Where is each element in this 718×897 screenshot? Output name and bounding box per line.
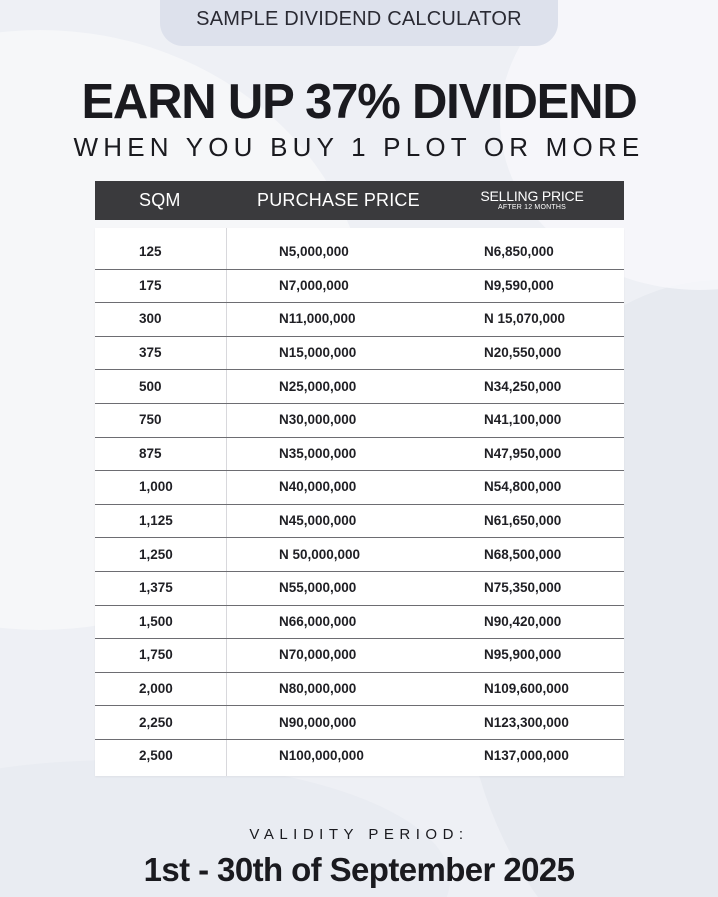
table-row xyxy=(95,504,624,538)
cell-sqm: 1,500 xyxy=(139,613,173,629)
validity-label: VALIDITY PERIOD: xyxy=(249,826,469,843)
cell-sqm: 125 xyxy=(139,244,162,260)
cell-selling-price: N75,350,000 xyxy=(484,580,562,596)
table-row xyxy=(95,437,624,471)
cell-purchase-price: N35,000,000 xyxy=(279,445,357,461)
cell-selling-price: N54,800,000 xyxy=(484,479,562,495)
cell-purchase-price: N90,000,000 xyxy=(279,714,357,730)
table-row xyxy=(95,336,624,370)
cell-purchase-price: N100,000,000 xyxy=(279,748,364,764)
cell-selling-price: N20,550,000 xyxy=(484,345,562,361)
cell-purchase-price: N11,000,000 xyxy=(279,311,356,327)
table-row xyxy=(95,638,624,672)
cell-selling-price: N61,650,000 xyxy=(484,513,562,529)
cell-sqm: 175 xyxy=(139,277,162,293)
cell-selling-price: N6,850,000 xyxy=(484,244,554,260)
header-sqm: SQM xyxy=(139,190,181,210)
price-table xyxy=(95,228,624,776)
table-row xyxy=(95,302,624,336)
cell-purchase-price: N55,000,000 xyxy=(279,580,357,596)
cell-sqm: 2,500 xyxy=(139,748,173,764)
cell-selling-price: N41,100,000 xyxy=(484,412,562,428)
cell-purchase-price: N66,000,000 xyxy=(279,613,357,629)
cell-sqm: 375 xyxy=(139,345,162,361)
cell-sqm: 300 xyxy=(139,311,162,327)
cell-purchase-price: N30,000,000 xyxy=(279,412,357,428)
table-row xyxy=(95,537,624,571)
cell-purchase-price: N15,000,000 xyxy=(279,345,357,361)
table-row xyxy=(95,235,624,269)
table-row xyxy=(95,369,624,403)
calculator-banner xyxy=(160,0,558,46)
header-selling-sublabel: AFTER 12 MONTHS xyxy=(498,204,566,211)
cell-sqm: 1,000 xyxy=(139,479,173,495)
cell-selling-price: N34,250,000 xyxy=(484,378,562,394)
cell-selling-price: N90,420,000 xyxy=(484,613,562,629)
cell-sqm: 2,000 xyxy=(139,681,173,697)
header-selling-label: SELLING PRICE xyxy=(480,188,584,204)
cell-sqm: 2,250 xyxy=(139,714,173,730)
cell-sqm: 1,750 xyxy=(139,647,173,663)
cell-purchase-price: N70,000,000 xyxy=(279,647,357,663)
table-header xyxy=(95,181,624,220)
table-row xyxy=(95,403,624,437)
table-row xyxy=(95,470,624,504)
header-purchase-price: PURCHASE PRICE xyxy=(257,190,420,210)
table-row xyxy=(95,705,624,739)
banner-label: SAMPLE DIVIDEND CALCULATOR xyxy=(196,7,522,30)
cell-sqm: 500 xyxy=(139,378,162,394)
cell-purchase-price: N25,000,000 xyxy=(279,378,357,394)
cell-sqm: 875 xyxy=(139,445,162,461)
subheadline: WHEN YOU BUY 1 PLOT OR MORE xyxy=(73,132,645,162)
cell-purchase-price: N40,000,000 xyxy=(279,479,357,495)
cell-selling-price: N68,500,000 xyxy=(484,546,562,562)
table-row xyxy=(95,269,624,303)
cell-selling-price: N95,900,000 xyxy=(484,647,562,663)
cell-sqm: 750 xyxy=(139,412,162,428)
table-row xyxy=(95,739,624,773)
cell-selling-price: N137,000,000 xyxy=(484,748,569,764)
cell-sqm: 1,375 xyxy=(139,580,173,596)
cell-selling-price: N109,600,000 xyxy=(484,681,569,697)
validity-dates: 1st - 30th of September 2025 xyxy=(143,851,575,888)
table-row xyxy=(95,605,624,639)
table-row xyxy=(95,571,624,605)
cell-selling-price: N123,300,000 xyxy=(484,714,569,730)
table-row xyxy=(95,672,624,706)
headline: EARN UP 37% DIVIDEND xyxy=(81,75,637,129)
cell-purchase-price: N 50,000,000 xyxy=(279,546,361,562)
cell-selling-price: N47,950,000 xyxy=(484,445,562,461)
cell-purchase-price: N7,000,000 xyxy=(279,277,349,293)
cell-selling-price: N9,590,000 xyxy=(484,277,554,293)
cell-purchase-price: N45,000,000 xyxy=(279,513,357,529)
cell-purchase-price: N80,000,000 xyxy=(279,681,357,697)
header-selling-price xyxy=(479,181,585,220)
cell-purchase-price: N5,000,000 xyxy=(279,244,349,260)
cell-selling-price: N 15,070,000 xyxy=(484,311,566,327)
cell-sqm: 1,125 xyxy=(139,513,173,529)
cell-sqm: 1,250 xyxy=(139,546,173,562)
